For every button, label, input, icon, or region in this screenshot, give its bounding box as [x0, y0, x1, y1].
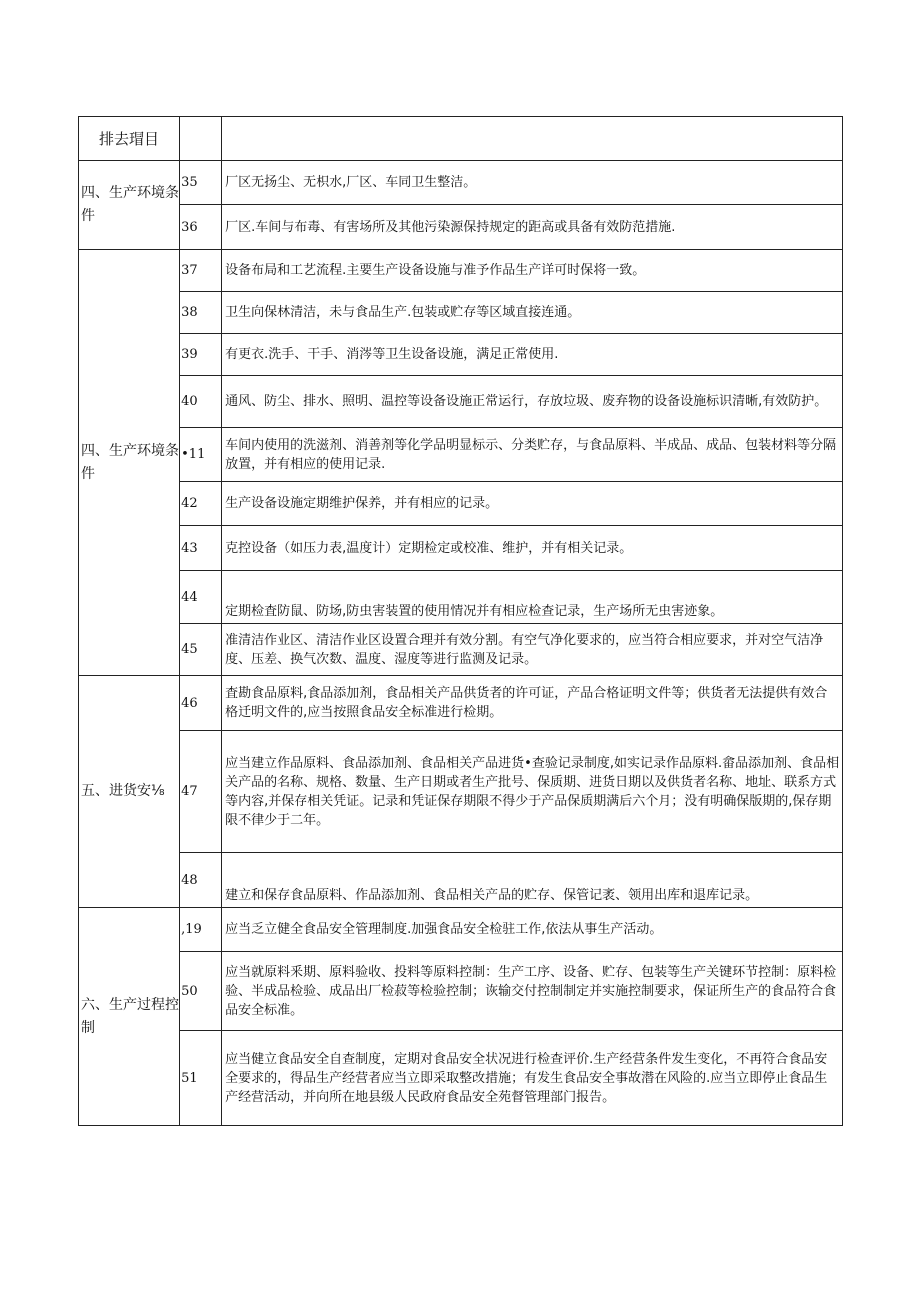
item-text: 生产设备设施定期维护保养，并有相应的记录。: [222, 482, 843, 526]
item-number: 38: [180, 292, 222, 334]
item-text: 定期检査防鼠、防场,防虫害装置的使用情况并有相应检查记录，生产场所无虫害迹象。: [222, 571, 843, 624]
item-text: 査勘食品原料,食品添加剂，食品相关产品供货者的许可证，产品合格证明文件等；供货者无法提供有效合格迁明文件的,应当按照食品安全标准进行检期。: [222, 676, 843, 731]
item-text: 应当就原料釆期、原料验收、投料等原料控制：生产工序、设备、贮存、包装等生产关键环节控制：原料检验、半成品检验、成品出厂检菽等检验控制；诙输交付控制制定并实施控制要求，保证所生产的食品符合食品安全标准。: [222, 952, 843, 1031]
header-item-cell: 排去瑁目: [79, 117, 180, 161]
table-row: [79, 731, 843, 853]
item-number: 51: [180, 1031, 222, 1126]
item-text: 卫生向保林清洁，未与食品生产.包装或贮存等区域直接连通。: [222, 292, 843, 334]
category-cell: 四、生产环境条件: [79, 250, 180, 676]
table-row: [79, 161, 843, 205]
item-text: 厂区无扬尘、无枳水,厂区、车同卫生整洁。: [222, 161, 843, 205]
item-number: 45: [180, 624, 222, 676]
inspection-table: [78, 116, 843, 1126]
item-text: 应当健立食品安全自查制度，定期对食品安全状况进行检查评价.生产经营条件发生变化，不再符合食品安全要求的，得品生产经营者应当立即采取整改措施；有发生食品安全事故潜在风险的.应当立即停止食品生产经营活动，并向所在地县级人民政府食品安全苑督管理部门报告。: [222, 1031, 843, 1126]
table-row: [79, 908, 843, 952]
item-number: ,19: [180, 908, 222, 952]
table-row: [79, 205, 843, 250]
item-text: 建立和保存食品原料、作品添加剂、食品相关产品的贮存、保管记袤、领用出库和退库记录。: [222, 853, 843, 908]
table-row: [79, 428, 843, 482]
table-row: [79, 250, 843, 292]
item-text: 厂区.车间与布毒、有害场所及其他污染源保持规定的距高或具备有效防范措施.: [222, 205, 843, 250]
item-number: 43: [180, 526, 222, 571]
item-text: 应当乏立健全食品安全管理制度.加强食品安全检驻工作,依法从事生产活动。: [222, 908, 843, 952]
category-cell: 六、生产过程控制: [79, 908, 180, 1126]
table-row: [79, 853, 843, 908]
category-cell: 四、生产环境条件: [79, 161, 180, 250]
item-number: •11: [180, 428, 222, 482]
item-number: 40: [180, 376, 222, 428]
item-number: 46: [180, 676, 222, 731]
item-text: 车间内使用的洗滋剂、消善剂等化学品明显标示、分类贮存，与食品原料、半成品、成品、包装材料等分隔放置，并有相应的使用记录.: [222, 428, 843, 482]
item-text: 准清洁作业区、清洁作业区设置合理并有效分割。有空气净化要求的，应当符合相应要求，并对空气洁净度、压差、换气次数、温度、湿度等进行监测及记录。: [222, 624, 843, 676]
item-text: 通风、防尘、排水、照明、温控等设备设施正常运行，存放垃圾、废弃物的设备设施标识清晰,有效防护。: [222, 376, 843, 428]
table-row: [79, 482, 843, 526]
item-text: 应当建立作品原料、食品添加剂、食品相关产品进货•查验记录制度,如实记录作品原料.畲品添加剂、食品相关产品的名称、规格、数量、生产日期或者生产批号、保质期、进货日期以及供货者名称、地址、联系方式等内容,并保存相关凭证。记录和凭证保存期限不得少于产品保质期满后六个月；没有明确保版期的,保存期限不律少于二年。: [222, 731, 843, 853]
item-number: 36: [180, 205, 222, 250]
item-number: 35: [180, 161, 222, 205]
item-number: 42: [180, 482, 222, 526]
item-number: 39: [180, 334, 222, 376]
table-row: [79, 526, 843, 571]
table-row: [79, 952, 843, 1031]
item-text: 克控设备（如压力表,温度计）定期检定或校准、维护，并有相关记录。: [222, 526, 843, 571]
item-number: 44: [180, 571, 222, 624]
item-number: 47: [180, 731, 222, 853]
header-content-cell: [222, 117, 843, 161]
table-row: [79, 1031, 843, 1126]
item-text: 设备布局和工艺流程.主要生产设备设施与准予作品生产详可时保将一致。: [222, 250, 843, 292]
item-text: 有更衣.洗手、干手、消涔等卫生设备设施，满足正常使用.: [222, 334, 843, 376]
item-number: 50: [180, 952, 222, 1031]
table-row: [79, 624, 843, 676]
table-row: [79, 676, 843, 731]
table-row: [79, 571, 843, 624]
item-number: 37: [180, 250, 222, 292]
table-header-row: [79, 117, 843, 161]
item-number: 48: [180, 853, 222, 908]
category-cell: 五、进货安⅛: [79, 676, 180, 908]
header-number-cell: [180, 117, 222, 161]
table-row: [79, 376, 843, 428]
table-row: [79, 292, 843, 334]
table-row: [79, 334, 843, 376]
